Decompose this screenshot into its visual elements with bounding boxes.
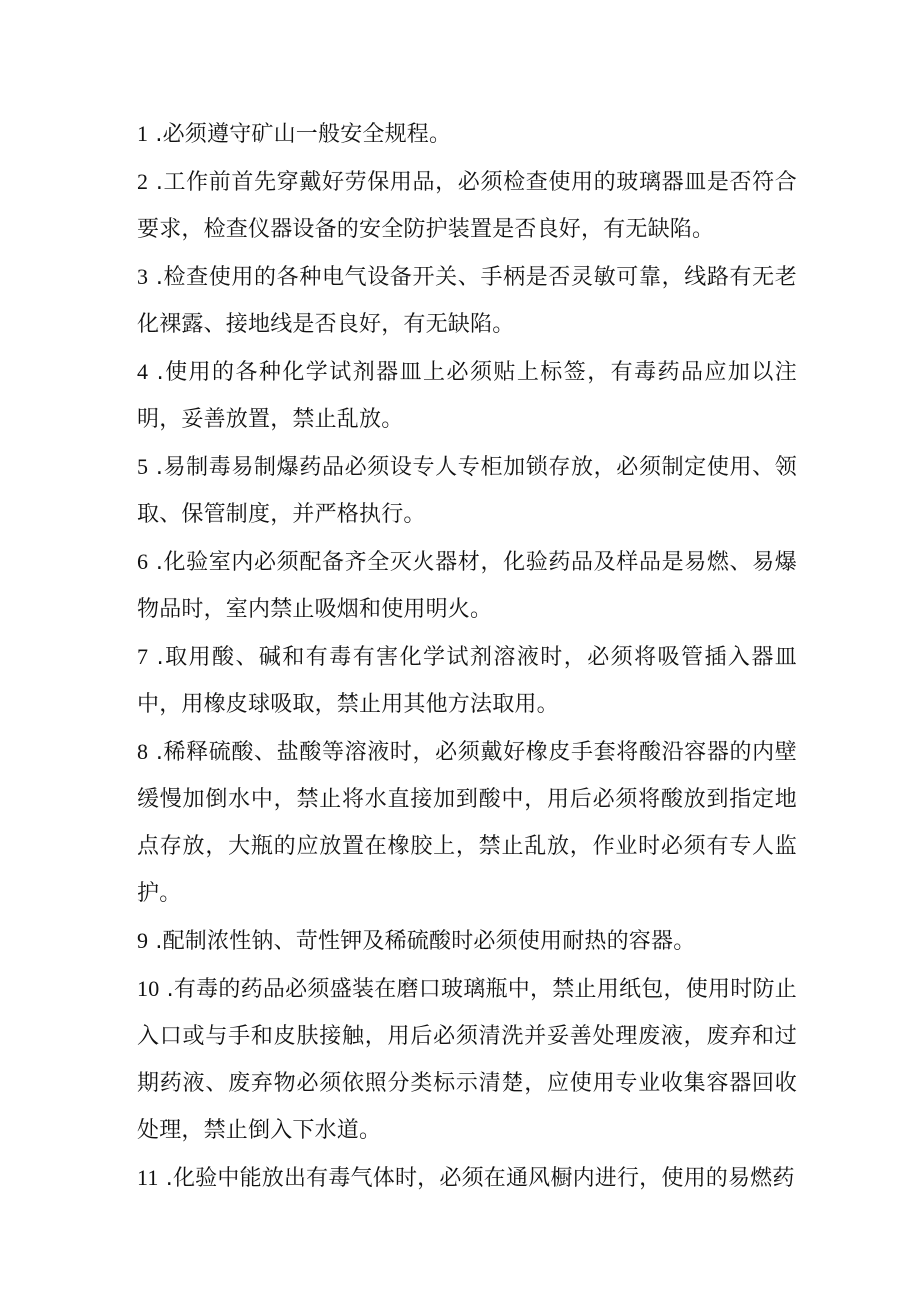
rule-item <box>137 538 797 633</box>
rule-number: 3 <box>137 264 149 289</box>
rule-text: .有毒的药品必须盛装在磨口玻璃瓶中，禁止用纸包，使用时防止入口或与手和皮肤接触，用后必须清洗并妥善处理废液，废弃和过期药液、废弃物必须依照分类标示清楚，应使用专业收集容器回收处理，禁止倒入下水道。 <box>137 977 797 1143</box>
rule-item <box>137 917 797 965</box>
rule-item <box>137 158 797 253</box>
rule-text: .配制浓性钠、苛性钾及稀硫酸时必须使用耐热的容器。 <box>148 929 696 954</box>
rule-text: .化验中能放出有毒气体时，必须在通风橱内进行，使用的易燃药 <box>158 1166 795 1191</box>
rule-number: 1 <box>137 121 149 146</box>
rule-text: .稀释硫酸、盐酸等溶液时，必须戴好橡皮手套将酸沿容器的内壁缓慢加倒水中，禁止将水直接加到酸中，用后必须将酸放到指定地点存放，大瓶的应放置在橡胶上，禁止乱放，作业时必须有专人监护。 <box>137 740 797 906</box>
rule-text: .工作前首先穿戴好劳保用品，必须检查使用的玻璃器皿是否符合要求，检查仪器设备的安全防护装置是否良好，有无缺陷。 <box>137 170 797 242</box>
rule-item <box>137 110 797 158</box>
rule-item <box>137 348 797 443</box>
rule-item <box>137 728 797 917</box>
rule-text: .使用的各种化学试剂器皿上必须贴上标签，有毒药品应加以注明，妥善放置，禁止乱放。 <box>137 360 797 432</box>
rule-text: .化验室内必须配备齐全灭火器材，化验药品及样品是易燃、易爆物品时，室内禁止吸烟和使用明火。 <box>137 550 797 622</box>
rule-text: .取用酸、碱和有毒有害化学试剂溶液时，必须将吸管插入器皿中，用橡皮球吸取，禁止用其他方法取用。 <box>137 645 797 717</box>
rule-text: .必须遵守矿山一般安全规程。 <box>148 122 452 147</box>
rule-item <box>137 1154 797 1202</box>
rule-number: 6 <box>137 549 149 574</box>
rule-number: 8 <box>137 739 149 764</box>
rule-text: .检查使用的各种电气设备开关、手柄是否灵敏可靠，线路有无老化裸露、接地线是否良好，有无缺陷。 <box>137 265 797 337</box>
rule-item <box>137 633 797 728</box>
rule-number: 4 <box>137 359 149 384</box>
rule-item <box>137 965 797 1154</box>
rule-item <box>137 253 797 348</box>
rule-number: 9 <box>137 928 149 953</box>
rule-number: 10 <box>137 976 160 1001</box>
rule-number: 5 <box>137 454 149 479</box>
document-body <box>137 110 797 1202</box>
rule-number: 7 <box>137 644 149 669</box>
rule-number: 11 <box>137 1165 159 1190</box>
rule-text: .易制毒易制爆药品必须设专人专柜加锁存放，必须制定使用、领取、保管制度，并严格执行。 <box>137 455 797 527</box>
rule-number: 2 <box>137 169 149 194</box>
rule-item <box>137 443 797 538</box>
